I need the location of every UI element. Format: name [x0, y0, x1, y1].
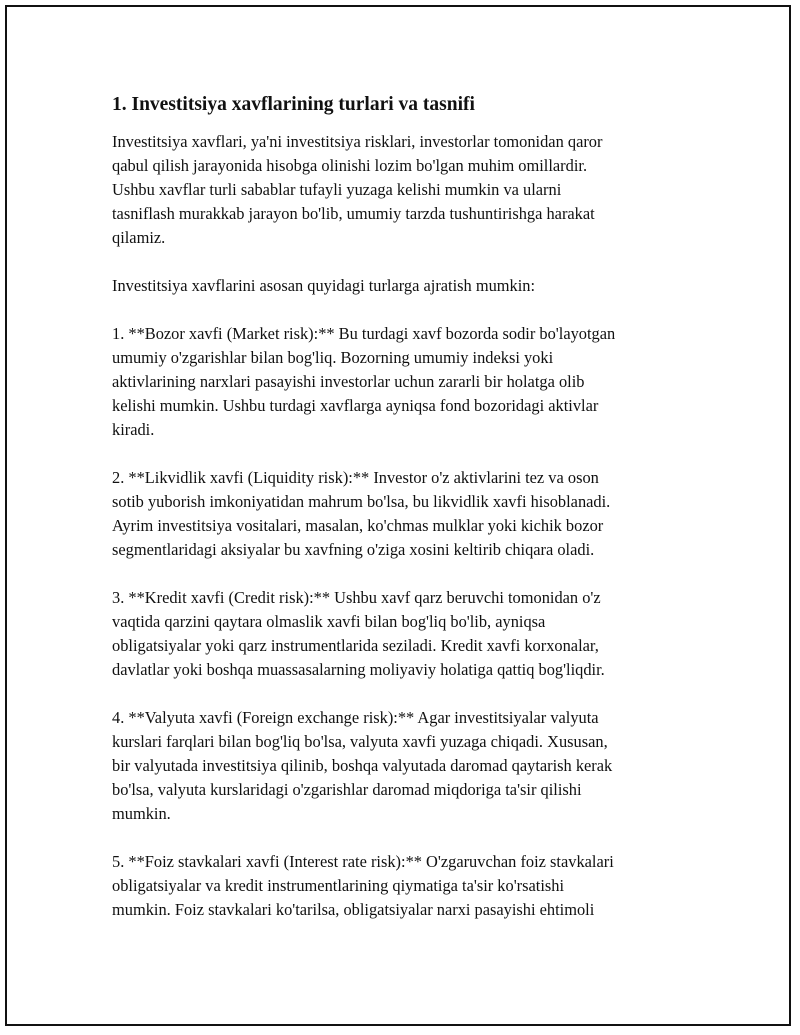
text-line: vaqtida qarzini qaytara olmaslik xavfi bilan bog'liq bo'lib, ayniqsa: [112, 612, 546, 631]
text-line: kurslari farqlari bilan bog'liq bo'lsa, valyuta xavfi yuzaga chiqadi. Xususan,: [112, 732, 608, 751]
text-line: Investitsiya xavflari, ya'ni investitsiya risklari, investorlar tomonidan qaror: [112, 132, 603, 151]
text-line: mumkin.: [112, 804, 171, 823]
text-line: Ushbu xavflar turli sabablar tufayli yuzaga kelishi mumkin va ularni: [112, 180, 562, 199]
blank-line: [112, 298, 692, 322]
blank-line: [112, 442, 692, 466]
text-line: Ayrim investitsiya vositalari, masalan, ko'chmas mulklar yoki kichik bozor: [112, 516, 604, 535]
text-line: qabul qilish jarayonida hisobga olinishi lozim bo'lgan muhim omillardir.: [112, 156, 588, 175]
blank-line: [112, 250, 692, 274]
blank-line: [112, 682, 692, 706]
text-line: segmentlaridagi aksiyalar bu xavfning o'ziga xosini keltirib chiqara oladi.: [112, 540, 595, 559]
text-line: bo'lsa, valyuta kurslaridagi o'zgarishlar daromad miqdoriga ta'sir qilishi: [112, 780, 582, 799]
text-line: 3. **Kredit xavfi (Credit risk):** Ushbu xavf qarz beruvchi tomonidan o'z: [112, 588, 601, 607]
document-body: [112, 93, 692, 922]
text-line: 2. **Likvidlik xavfi (Liquidity risk):** Investor o'z aktivlarini tez va oson: [112, 468, 599, 487]
blank-line: [112, 562, 692, 586]
text-line: 4. **Valyuta xavfi (Foreign exchange risk):** Agar investitsiyalar valyuta: [112, 708, 599, 727]
text-line: bir valyutada investitsiya qilinib, boshqa valyutada daromad qaytarish kerak: [112, 756, 613, 775]
text-line: obligatsiyalar yoki qarz instrumentlarida seziladi. Kredit xavfi korxonalar,: [112, 636, 599, 655]
document-text: [112, 130, 692, 922]
text-line: davlatlar yoki boshqa muassasalarning moliyaviy holatiga qattiq bog'liqdir.: [112, 660, 605, 679]
text-line: 1. **Bozor xavfi (Market risk):** Bu turdagi xavf bozorda sodir bo'layotgan: [112, 324, 616, 343]
text-line: qilamiz.: [112, 228, 166, 247]
text-line: 5. **Foiz stavkalari xavfi (Interest rate risk):** O'zgaruvchan foiz stavkalari: [112, 852, 614, 871]
text-line: umumiy o'zgarishlar bilan bog'liq. Bozorning umumiy indeksi yoki: [112, 348, 554, 367]
text-line: aktivlarining narxlari pasayishi investorlar uchun zararli bir holatga olib: [112, 372, 585, 391]
document-title: 1. Investitsiya xavflarining turlari va tasnifi: [112, 94, 475, 115]
text-line: kiradi.: [112, 420, 155, 439]
text-line: Investitsiya xavflarini asosan quyidagi turlarga ajratish mumkin:: [112, 276, 536, 295]
text-line: kelishi mumkin. Ushbu turdagi xavflarga ayniqsa fond bozoridagi aktivlar: [112, 396, 599, 415]
text-line: obligatsiyalar va kredit instrumentlarining qiymatiga ta'sir ko'rsatishi: [112, 876, 564, 895]
text-line: mumkin. Foiz stavkalari ko'tarilsa, obligatsiyalar narxi pasayishi ehtimoli: [112, 900, 595, 919]
text-line: tasniflash murakkab jarayon bo'lib, umumiy tarzda tushuntirishga harakat: [112, 204, 595, 223]
blank-line: [112, 826, 692, 850]
text-line: sotib yuborish imkoniyatidan mahrum bo'lsa, bu likvidlik xavfi hisoblanadi.: [112, 492, 611, 511]
